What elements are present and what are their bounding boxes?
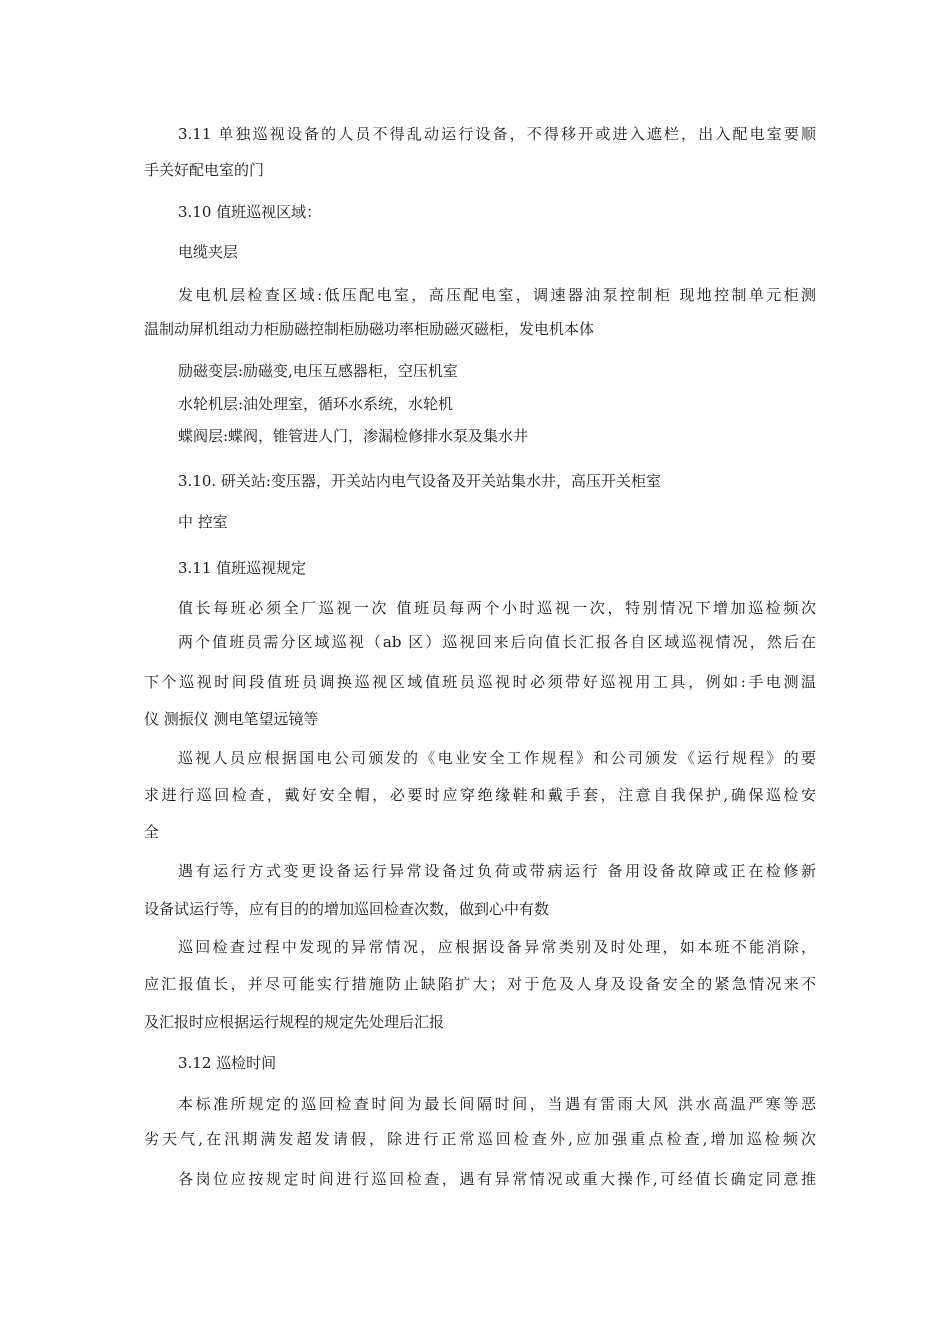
- text-line: 各岗位应按规定时间进行巡回检查，遇有异常情况或重大操作,可经值长确定同意推: [178, 1170, 816, 1188]
- text-line: 本标准所规定的巡回检查时间为最长间隔时间，当遇有雷雨大风 洪水高温严寒等恶: [178, 1095, 816, 1113]
- text-line: 仪 测振仪 测电笔望远镜等: [144, 710, 319, 728]
- section-heading: 3.11 值班巡视规定: [178, 559, 307, 577]
- text-line: 3.11 单独巡视设备的人员不得乱动运行设备，不得移开或进入遮栏，出入配电室要顺: [178, 125, 816, 143]
- text-line: 巡回检查过程中发现的异常情况，应根据设备异常类别及时处理，如本班不能消除，: [178, 938, 816, 956]
- section-heading: 3.10 值班巡视区域：: [178, 203, 322, 221]
- text-line: 及汇报时应根据运行规程的规定先处理后汇报: [144, 1013, 445, 1031]
- text-line: 发电机层检查区域:低压配电室，高压配电室，调速器油泵控制柜 现地控制单元柜测: [178, 286, 816, 304]
- text-line: 3.10. 研关站:变压器，开关站内电气设备及开关站集水井，高压开关柜室: [178, 472, 661, 490]
- text-line: 温制动屏机组动力柜励磁控制柜励磁功率柜励磁灭磁柜，发电机本体: [144, 320, 595, 338]
- text-line: 遇有运行方式变更设备运行异常设备过负荷或带病运行 备用设备故障或正在检修新: [178, 862, 816, 880]
- text-line: 水轮机层:油处理室，循环水系统，水轮机: [178, 395, 454, 413]
- text-line: 手关好配电室的门: [144, 161, 265, 179]
- text-line: 劣天气,在汛期满发超发请假，除进行正常巡回检查外,应加强重点检查,增加巡检频次: [144, 1130, 816, 1148]
- text-line: 应汇报值长，并尽可能实行措施防止缺陷扩大；对于危及人身及设备安全的紧急情况来不: [144, 975, 816, 993]
- text-line: 励磁变层:励磁变,电压互感器柜，空压机室: [178, 362, 458, 380]
- text-line: 中 控室: [178, 513, 228, 531]
- text-line: 电缆夹层: [178, 243, 239, 261]
- section-heading: 3.12 巡检时间: [178, 1054, 277, 1072]
- text-line: 设备试运行等，应有目的的增加巡回检查次数，做到心中有数: [144, 900, 550, 918]
- text-line: 蝶阀层:蝶阀，锥管进人门，渗漏检修排水泵及集水井: [178, 427, 529, 445]
- text-line: 巡视人员应根据国电公司颁发的《电业安全工作规程》和公司颁发《运行规程》的要: [178, 749, 816, 767]
- text-line: 求进行巡回检查，戴好安全帽，必要时应穿绝缘鞋和戴手套，注意自我保护,确保巡检安: [144, 786, 816, 804]
- text-line: 全: [144, 823, 160, 841]
- text-line: 值长每班必须全厂巡视一次 值班员每两个小时巡视一次，特别情况下增加巡检频次: [178, 599, 816, 617]
- text-line: 下个巡视时间段值班员调换巡视区域值班员巡视时必须带好巡视用工具，例如:手电测温: [144, 673, 816, 691]
- text-line: 两个值班员需分区域巡视（ab 区）巡视回来后向值长汇报各自区域巡视情况，然后在: [178, 633, 816, 651]
